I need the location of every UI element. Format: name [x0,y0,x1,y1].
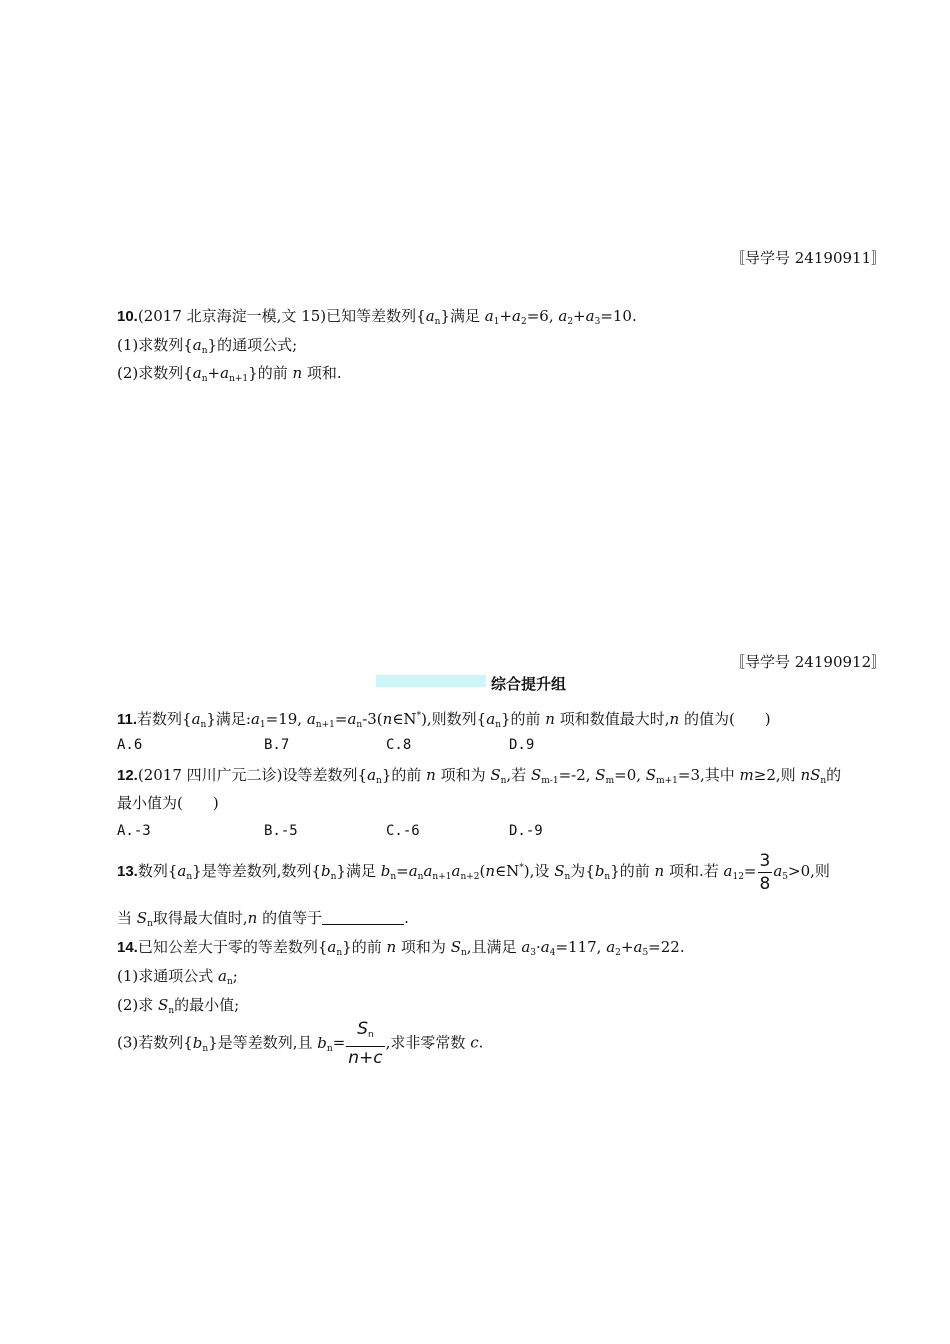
question-number: 11. [117,711,138,728]
reference-number-2: 〚导学号 24190912〛 [730,653,887,671]
question-10-part-2: (2)求数列$\{a_n+a_{n+1}\}$的前 n 项和. [117,364,342,384]
question-11: 11.若数列$\{a_n\}$满足$:a_1=19$, $a_{n+1}=a_n-3(n\in N^*)$,则数列$\{a_n\}$的前 n 项和数值最大时,n 的值为( ) [117,710,771,730]
question-12-line-2: 最小值为( ) [117,794,219,812]
question-number: 12. [117,767,138,784]
option-b: B.-5 [264,823,298,839]
question-number: 14. [117,939,138,956]
question-10-part-1: (1)求数列$\{a_n\}$的通项公式; [117,336,298,356]
question-14-part-1: (1)求通项公式 $a_n$; [117,967,238,987]
option-d: D.-9 [509,823,543,839]
answer-blank[interactable] [322,910,404,925]
question-14-part-2: (2)求 $S_n$的最小值; [117,996,240,1016]
question-10: 10.(2017 北京海淀一模,文 15)已知等差数列$\{a_n\}$满足 $a_1+a_2=6$, $a_2+a_3=10$. [117,307,637,327]
question-number: 10. [117,308,138,325]
question-13: 13.数列$\{a_n\}$是等差数列,数列$\{b_n\}$满足 $b_n=a_na_{n+1}a_{n+2}(n\in N^*)$,设 $S_n$为$\{b_n\}$的前 n 项和.若 $a_{12}=$ $\frac{3}{8}$ $a_5>0$,则 [117,850,830,894]
option-a: A.-3 [117,823,151,839]
option-c: C.8 [386,737,412,753]
question-13-line-2: 当 $S_n$取得最大值时,n 的值等于 . [117,909,409,929]
option-a: A.6 [117,737,143,753]
question-12: 12.(2017 四川广元二诊)设等差数列$\{a_n\}$的前 n 项和为 $S_n$,若 $S_{m-1}=-2$, $S_m=0$, $S_{m+1}=3$,其中 m≥2,则 $nS_n$的 [117,766,842,786]
question-14-part-3: (3)若数列$\{b_n\}$是等差数列,且 $b_n=$ $\frac{S_n}{n+c}$ ,求非零常数 c. [117,1019,484,1068]
fraction-three-eighths: $\frac{3}{8}$ [759,850,771,894]
section-title: 综合提升组 [491,675,567,693]
option-d: D.9 [509,737,535,753]
fraction-sn-over-n-plus-c: $\frac{S_n}{n+c}$ [348,1019,383,1068]
reference-number-1: 〚导学号 24190911〛 [730,249,887,267]
question-number: 13. [117,863,138,880]
section-highlight [376,675,486,687]
option-b: B.7 [264,737,290,753]
option-c: C.-6 [386,823,420,839]
question-14: 14.已知公差大于零的等差数列$\{a_n\}$的前 n 项和为 $S_n$,且满足 $a_3\cdot a_4=117$, $a_2+a_5=22$. [117,938,685,958]
